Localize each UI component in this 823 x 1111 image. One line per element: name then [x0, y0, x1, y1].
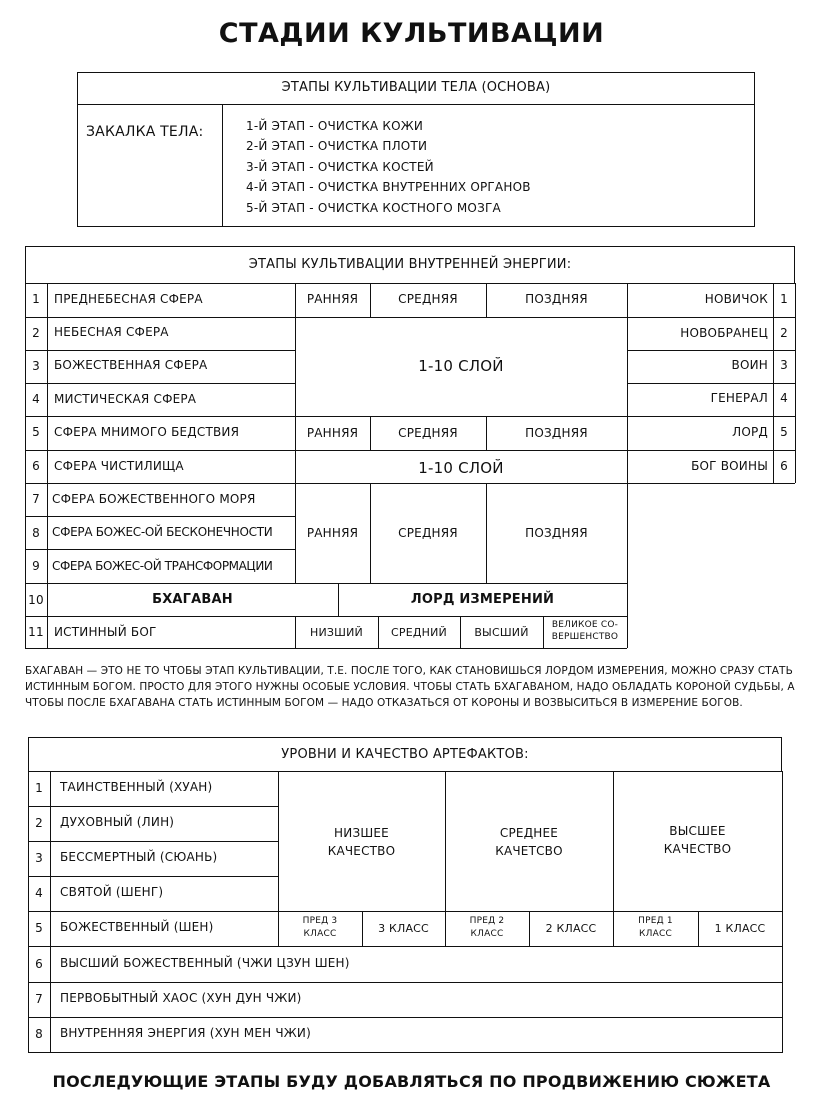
sphere-name: МИСТИЧЕСКАЯ СФЕРА [54, 392, 197, 406]
sphere-number: 6 [32, 459, 40, 473]
quality-high: КАЧЕСТВО [663, 842, 732, 856]
rank-number: 1 [780, 292, 788, 306]
footer-note: ПОСЛЕДУЮЩИЕ ЭТАПЫ БУДУ ДОБАВЛЯТЬСЯ ПО ПРОДВИЖЕНИЮ СЮЖЕТА [52, 1072, 771, 1091]
true-god-level: НИЗШИЙ [310, 626, 363, 639]
layers-label: 1-10 СЛОЙ [418, 459, 504, 477]
rank-name: БОГ ВОИНЫ [691, 459, 768, 473]
phase-early: РАННЯЯ [306, 292, 359, 306]
sphere-number: 5 [32, 425, 40, 439]
body-stage-item: 3-Й ЭТАП - ОЧИСТКА КОСТЕЙ [246, 160, 434, 174]
sphere-name: ИСТИННЫЙ БОГ [54, 625, 157, 639]
rank-number: 6 [780, 459, 788, 473]
artifact-number: 5 [35, 921, 43, 935]
phase-late: ПОЗДНЯЯ [525, 292, 588, 306]
bhagavan-note: БХАГАВАН — ЭТО НЕ ТО ЧТОБЫ ЭТАП КУЛЬТИВАЦИИ, Т.Е. ПОСЛЕ ТОГО, КАК СТАНОВИШЬСЯ ЛОРДОМ ИЗМЕРЕНИЯ, МОЖНО СРАЗУ СТАТЬ ИСТИННЫМ БОГОМ. ПРОСТО ДЛЯ ЭТОГО НУЖНЫ ОСОБЫЕ УСЛОВИЯ. ЧТОБЫ СТАТЬ БХАГАВАНОМ, НАДО ОБЛАДАТЬ КОРОНОЙ СУДЬБЫ, А ЧТОБЫ ПОСЛЕ БХАГАВАНА СТАТЬ ИСТИННЫМ БОГОМ — НАДО ОТКАЗАТЬСЯ ОТ КОРОНЫ И ВОЗВЫСИТЬСЯ В ИЗМЕРЕНИЕ БОГОВ. [25, 665, 795, 709]
sphere-number: 9 [32, 559, 40, 573]
class-pre1: КЛАСС [639, 929, 672, 939]
true-god-level: ВЫСШИЙ [474, 626, 529, 639]
bhagavan-label: БХАГАВАН [152, 592, 233, 607]
artifact-level: ПЕРВОБЫТНЫЙ ХАОС (ХУН ДУН ЧЖИ) [60, 991, 302, 1005]
rank-name: ВОИН [731, 358, 768, 372]
class-pre2: КЛАСС [470, 929, 504, 939]
artifact-level: ВЫСШИЙ БОЖЕСТВЕННЫЙ (ЧЖИ ЦЗУН ШЕН) [60, 956, 350, 970]
class-1: 1 КЛАСС [714, 922, 766, 935]
artifact-number: 8 [35, 1027, 43, 1041]
phase-middle: СРЕДНЯЯ [398, 526, 458, 540]
rank-name: НОВИЧОК [704, 292, 768, 306]
artifact-number: 4 [35, 886, 43, 900]
class-pre3: ПРЕД 3 [302, 916, 338, 926]
quality-mid: КАЧЕТСВО [495, 844, 563, 858]
sphere-name: ПРЕДНЕБЕСНАЯ СФЕРА [54, 292, 203, 306]
sphere-number: 7 [32, 492, 40, 506]
sphere-number: 8 [32, 526, 40, 540]
phase-early: РАННЯЯ [306, 526, 359, 540]
sphere-name: СФЕРА БОЖЕС-ОЙ БЕСКОНЕЧНОСТИ [52, 525, 273, 539]
phase-late: ПОЗДНЯЯ [525, 426, 588, 440]
artifact-level: БЕССМЕРТНЫЙ (СЮАНЬ) [60, 850, 218, 864]
artifact-level: ДУХОВНЫЙ (ЛИН) [60, 815, 175, 829]
sphere-number: 4 [32, 392, 40, 406]
body-stage-item: 5-Й ЭТАП - ОЧИСТКА КОСТНОГО МОЗГА [246, 201, 501, 215]
artifact-number: 3 [35, 851, 43, 865]
sphere-number: 11 [28, 625, 44, 639]
artifact-level: БОЖЕСТВЕННЫЙ (ШЕН) [60, 920, 214, 934]
artifact-number: 2 [35, 816, 43, 830]
sphere-number: 1 [32, 292, 40, 306]
sphere-name: СФЕРА БОЖЕС-ОЙ ТРАНСФОРМАЦИИ [52, 559, 273, 573]
class-2: 2 КЛАСС [545, 922, 597, 935]
phase-middle: СРЕДНЯЯ [398, 426, 458, 440]
body-stages-label: ЗАКАЛКА ТЕЛА: [86, 124, 204, 140]
quality-low: НИЗШЕЕ [334, 826, 389, 840]
rank-number: 3 [780, 358, 788, 372]
dimension-lord-label: ЛОРД ИЗМЕРЕНИЙ [410, 592, 555, 607]
artifact-number: 7 [35, 992, 43, 1006]
quality-low: КАЧЕСТВО [327, 844, 396, 858]
body-stages-header: ЭТАПЫ КУЛЬТИВАЦИИ ТЕЛА (ОСНОВА) [281, 80, 551, 95]
page-title: СТАДИИ КУЛЬТИВАЦИИ [218, 18, 605, 49]
artifacts-header: УРОВНИ И КАЧЕСТВО АРТЕФАКТОВ: [281, 747, 529, 762]
artifact-level: СВЯТОЙ (ШЕНГ) [60, 885, 164, 899]
rank-name: НОВОБРАНЕЦ [680, 326, 768, 340]
rank-number: 2 [780, 326, 788, 340]
sphere-name: БОЖЕСТВЕННАЯ СФЕРА [54, 358, 208, 372]
sphere-number: 10 [28, 593, 44, 607]
energy-stages-header: ЭТАПЫ КУЛЬТИВАЦИИ ВНУТРЕННЕЙ ЭНЕРГИИ: [248, 257, 572, 272]
sphere-name: СФЕРА МНИМОГО БЕДСТВИЯ [54, 425, 240, 439]
sphere-name: НЕБЕСНАЯ СФЕРА [54, 325, 169, 339]
true-god-level: ВЕЛИКОЕ СО- [551, 620, 619, 630]
class-3: 3 КЛАСС [378, 922, 429, 935]
class-pre2: ПРЕД 2 [469, 916, 505, 926]
layers-label: 1-10 СЛОЙ [418, 357, 504, 375]
rank-name: ГЕНЕРАЛ [710, 391, 768, 405]
body-stage-item: 4-Й ЭТАП - ОЧИСТКА ВНУТРЕННИХ ОРГАНОВ [246, 180, 531, 194]
phase-late: ПОЗДНЯЯ [525, 526, 588, 540]
body-stage-item: 1-Й ЭТАП - ОЧИСТКА КОЖИ [246, 119, 424, 133]
sphere-name: СФЕРА ЧИСТИЛИЩА [54, 459, 184, 473]
rank-number: 4 [780, 391, 788, 405]
phase-early: РАННЯЯ [306, 426, 359, 440]
class-pre3: КЛАСС [303, 929, 337, 939]
artifact-number: 1 [35, 781, 43, 795]
sphere-number: 3 [32, 359, 40, 373]
rank-name: ЛОРД [732, 425, 768, 439]
body-stage-item: 2-Й ЭТАП - ОЧИСТКА ПЛОТИ [246, 139, 428, 153]
class-pre1: ПРЕД 1 [638, 916, 673, 926]
true-god-level: ВЕРШЕНСТВО [551, 632, 619, 642]
rank-number: 5 [780, 425, 788, 439]
quality-high: ВЫСШЕЕ [669, 824, 726, 838]
artifact-level: ВНУТРЕННЯЯ ЭНЕРГИЯ (ХУН МЕН ЧЖИ) [60, 1026, 311, 1040]
sphere-name: СФЕРА БОЖЕСТВЕННОГО МОРЯ [52, 492, 256, 506]
sphere-number: 2 [32, 326, 40, 340]
artifact-number: 6 [35, 957, 43, 971]
true-god-level: СРЕДНИЙ [391, 626, 447, 639]
quality-mid: СРЕДНЕЕ [499, 826, 559, 840]
phase-middle: СРЕДНЯЯ [398, 292, 458, 306]
artifact-level: ТАИНСТВЕННЫЙ (ХУАН) [60, 780, 213, 794]
